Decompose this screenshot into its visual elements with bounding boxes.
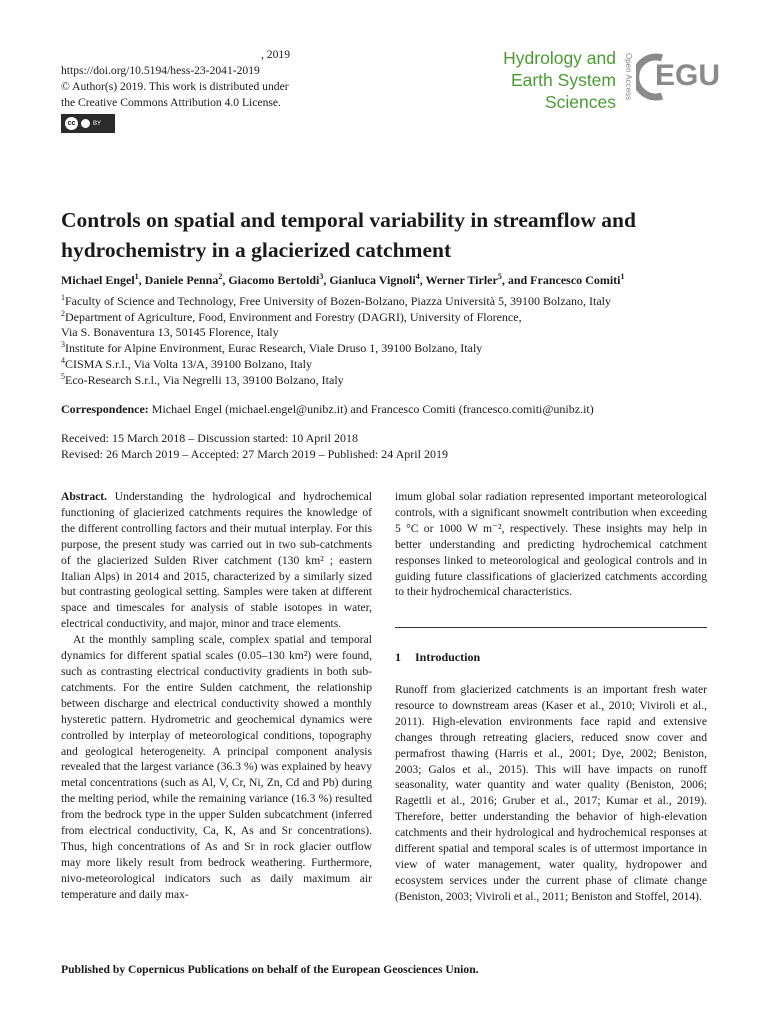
introduction-paragraph: Runoff from glacierized catchments is an important fresh water resource to downstream areas (Kaser et al., 2010; Viviroli et al., 2011). High-elevation environments face rapid and extensive changes through retreating glaciers, reduced snow cover and permafrost thawing (Harris et al., 2001; Dye, 2002; Beniston, 2003; Galos et al., 2015). This will have impacts on runoff seasonality, water quantity and water quality (Beniston, 2006; Ragettli et al., 2016; Gruber et al., 2017; Kumar et al., 2019). Therefore, better understanding the behavior of high-elevation catchments and their hydrological and hydrochemical responses at different spatial and temporal scales is of uttermost importance in view of water management, water quality, hydropower and ecosystem services under the current phase of climate change (Beniston, 2003; Viviroli et al., 2011; Beniston and Stoffel, 2014). [395,683,707,903]
cc-by-license-badge[interactable] [61,114,115,133]
abstract-paragraph: imum global solar radiation represented important meteorological controls, with a significant snowmelt contribution when exceeding 5 °C or 1000 W m⁻², respectively. These insights may help in better understanding and predicting hydrochemical catchment responses linked to meteorological and geological controls and in guiding future classifications of glacierized catchments according to their hydrochemical characteristics. [395,490,707,599]
publisher-footer: Published by Copernicus Publications on behalf of the European Geosciences Union. [61,963,479,976]
affiliation: $^1$Faculty of Science and Technology, Free University of Bozen-Bolzano, Piazza Università 5, 39100 Bolzano, Italy [61,293,612,308]
author: Gianluca Vignoli$^4$, [329,272,426,287]
doi-link[interactable]: https://doi.org/10.5194/hess-23-2041-2019 [61,64,260,77]
dates-published: Revised: 26 March 2019 – Accepted: 27 March 2019 – Published: 24 April 2019 [61,447,448,461]
citation-line: , 2019 [261,48,290,61]
license-line: the Creative Commons Attribution 4.0 License. [61,96,281,109]
correspondence-text: Michael Engel (michael.engel@unibz.it) and Francesco Comiti (francesco.comiti@unibz.it) [148,402,594,416]
author: Daniele Penna$^2$, [144,272,229,287]
affiliation: $^4$CISMA S.r.l., Via Volta 13/A, 39100 Bolzano, Italy [61,355,312,371]
author: Giacomo Bertoldi$^3$, [228,272,330,287]
egu-logo-text: EGU [655,59,721,92]
copyright-line: © Author(s) 2019. This work is distributed under [61,80,289,93]
abstract-column-left [61,489,372,903]
section-number: 1 [395,650,401,664]
affiliation: $^5$Eco-Research S.r.l., Via Negrelli 13, 39100 Bolzano, Italy [61,371,344,387]
author: Michael Engel$^1$, [61,272,145,287]
author: Francesco Comiti$^1$ [530,272,625,287]
by-label: BY [93,120,102,127]
dates-received: Received: 15 March 2018 – Discussion started: 10 April 2018 [61,431,358,445]
person-icon [81,119,90,128]
abstract-label: Abstract. [61,490,108,503]
cc-icon: cc [65,117,78,130]
author: Werner Tirler$^5$, and [425,272,531,287]
affiliation: $^2$Department of Agriculture, Food, Environment and Forestry (DAGRI), University of Florence, [61,308,522,324]
correspondence [61,402,594,417]
section-heading-introduction [395,650,480,665]
journal-name-line1: Hydrology and [503,48,616,68]
abstract-paragraph: Abstract. Understanding the hydrological and hydrochemical functioning of glacierized catchments requires the knowledge of the different controlling factors and their mutual interplay. For this purpose, the present study was carried out in two sub-catchments of the glacierized Sulden River catchment (130 km² ; eastern Italian Alps) in 2014 and 2015, characterized by a similarly sized but contrasting geological setting. Samples were taken at different space and timescales for analysis of stable isotopes in water, electrical conductivity, and major, minor and trace elements. [61,490,372,631]
abstract-column-right [395,489,707,600]
abstract-paragraph: At the monthly sampling scale, complex spatial and temporal dynamics for different spatial scales (0.05–130 km²) were found, such as contrasting electrical conductivity gradients in both sub-catchments. For the entire Sulden catchment, the relationship between discharge and electrical conductivity showed a monthly hysteretic pattern. Hydrometric and geochemical dynamics were controlled by interplay of meteorological conditions, topography and geological heterogeneity. A principal component analysis revealed that the largest variance (36.3 %) was explained by heavy metal concentrations (such as Al, V, Cr, Ni, Zn, Cd and Pb) during the melting period, while the remaining variance (16.3 %) resulted from the bedrock type in the upper Sulden subcatchment (inferred from electrical conductivity, Ca, K, As and Sr concentrations). Thus, high concentrations of As and Sr in rock glacier outflow may more likely result from bedrock weathering. Furthermore, nivo-meteorological indicators such as daily maximum air temperature and daily max- [61,633,372,901]
affiliation: Via S. Bonaventura 13, 50145 Florence, Italy [61,325,279,340]
section-divider [395,627,707,628]
paper-title: Controls on spatial and temporal variability in streamflow and hydrochemistry in a glacierized catchment [61,208,636,262]
journal-name-line3: Sciences [544,92,616,112]
affiliation-list [61,294,711,388]
article-meta [61,47,290,133]
journal-name-line2: Earth System [510,70,616,90]
publication-dates [61,430,448,462]
author-list [61,272,711,288]
open-access-label: Open Access [624,53,633,101]
journal-name [503,47,616,113]
section-title: Introduction [415,650,481,664]
correspondence-label: Correspondence: [61,402,149,416]
affiliation: $^3$Institute for Alpine Environment, Eurac Research, Viale Druso 1, 39100 Bolzano, Italy [61,340,483,356]
